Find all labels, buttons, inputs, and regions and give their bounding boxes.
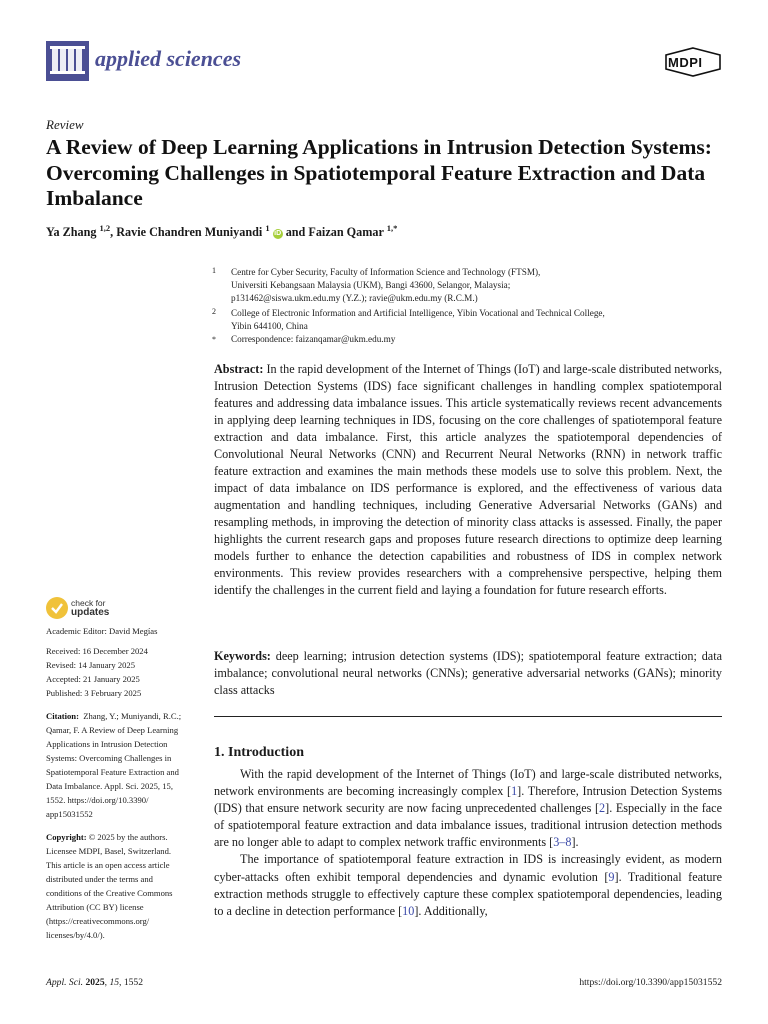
citation-ref-link[interactable]: 2	[599, 801, 606, 816]
paragraph-text: ]. Especially in the face of spatiotemporal feature extraction and data imbalance issues, traditional intrusion detection methods are no longer able to adapt to complex network traffic environments [	[214, 801, 722, 850]
author-name[interactable]: Ya Zhang	[46, 225, 97, 240]
academic-editor: Academic Editor: David Megías	[46, 626, 158, 636]
date-published: Published: 3 February 2025	[46, 688, 142, 698]
keywords-label: Keywords:	[214, 649, 271, 663]
copyright-line: © 2025 by the authors.	[88, 832, 168, 842]
intro-body	[214, 766, 722, 920]
footer-doi-link[interactable]: https://doi.org/10.3390/app15031552	[579, 977, 722, 988]
affiliation-line: College of Electronic Information and Artificial Intelligence, Yibin Vocational and Technical College,	[231, 308, 605, 318]
correspondence-mark: *	[212, 335, 216, 344]
copyright-line: distributed under the terms and	[46, 874, 153, 884]
copyright-line: This article is an open access article	[46, 860, 170, 870]
copyright-label: Copyright:	[46, 832, 87, 842]
paragraph-text: ].	[571, 835, 579, 850]
journal-name: applied sciences	[95, 46, 242, 71]
paragraph-text: ]. Traditional feature extraction methods struggle to effectively capture these complex spatiotemporal dependencies, leading to a decline in detection performance [	[214, 869, 722, 918]
license-link[interactable]: (https://creativecommons.org/	[46, 916, 150, 926]
paragraph-text: ]. Additionally,	[414, 903, 488, 918]
citation-doi-link[interactable]: 1552. https://doi.org/10.3390/	[46, 795, 149, 805]
date-accepted: Accepted: 21 January 2025	[46, 674, 140, 684]
journal-logo-icon	[46, 41, 89, 81]
affiliation-line: Centre for Cyber Security, Faculty of Information Science and Technology (FTSM),	[231, 267, 541, 277]
footer-article-no: 1552	[123, 977, 144, 988]
license-link[interactable]: licenses/by/4.0/).	[46, 930, 105, 940]
date-received: Received: 16 December 2024	[46, 646, 148, 656]
footer-journal: Appl. Sci.	[46, 977, 84, 988]
citation-ref-link[interactable]: 9	[608, 869, 615, 884]
paragraph-text: With the rapid development of the Internet of Things (IoT) and large-scale distributed networks, network environments are becoming increasingly complex [	[214, 767, 722, 799]
article-type: Review	[46, 117, 84, 132]
check-for-updates-button[interactable]	[71, 599, 109, 617]
publication-dates	[46, 644, 204, 700]
section-heading: 1. Introduction	[214, 745, 304, 760]
abstract-text: In the rapid development of the Internet of Things (IoT) and large-scale distributed networks, Intrusion Detection Systems (IDS) face significant challenges in handling complex spatiotemporal features and addressing data imbalance issues. This article systematically reviews recent advancements in applying deep learning techniques in IDS, focusing on the core challenges of spatiotemporal feature extraction and data imbalance. First, this article analyzes the spatiotemporal dependencies of Convolutional Neural Networks (CNN) and Recurrent Neural Networks (RNN) in network traffic feature extraction and examines the main methods these models use to solve this problem. Next, the impact of data imbalance on IDS performance is explored, and the effectiveness of various data augmentation and handling techniques, including Generative Adversarial Networks (GANs) and resampling methods, in improving the detection of minority class attacks is assessed. Finally, the paper highlights the current research gaps and proposes future research directions to optimize deep learning models further to enhance the detection capabilities and robustness of IDS in complex network environments. This review provides researchers with a comprehensive perspective, helping them identify the challenges in the current field and laying a foundation for future research efforts.	[214, 362, 722, 597]
citation-line: Zhang, Y.; Muniyandi, R.C.;	[83, 711, 182, 721]
citation-label: Citation:	[46, 711, 79, 721]
author-affil-mark: 1,*	[386, 223, 398, 233]
orcid-icon[interactable]: iD	[274, 230, 282, 238]
keywords-text: deep learning; intrusion detection systems (IDS); spatiotemporal feature extraction; data imbalance; convolutional neural networks (CNNs); generative adversarial networks (GANs); minority class attacks	[214, 649, 722, 697]
citation-line: Qamar, F. A Review of Deep Learning	[46, 725, 179, 735]
copyright-line: Attribution (CC BY) license	[46, 902, 144, 912]
affiliation-line: Yibin 644100, China	[231, 321, 308, 331]
citation-ref-link[interactable]: 10	[402, 903, 415, 918]
citation-ref-link[interactable]: 1	[511, 784, 518, 799]
copyright-line: conditions of the Creative Commons	[46, 888, 173, 898]
copyright	[46, 830, 204, 942]
check-for-updates-icon[interactable]	[46, 597, 68, 619]
author-affil-mark: 1,2	[99, 223, 111, 233]
intro-paragraph-2	[214, 851, 722, 919]
article-title: A Review of Deep Learning Applications in Intrusion Detection Systems: Overcoming Challenges in Spatiotemporal Feature Extraction and Data Imbalance	[46, 135, 712, 210]
affiliation-line: Universiti Kebangsaan Malaysia (UKM), Bangi 43600, Selangor, Malaysia;	[231, 280, 511, 290]
author-name[interactable]: Ravie Chandren Muniyandi	[116, 225, 263, 240]
affiliation-email-line[interactable]: p131462@siswa.ukm.edu.my (Y.Z.); ravie@ukm.edu.my (R.C.M.)	[231, 293, 478, 303]
journal-logo	[46, 41, 89, 81]
citation-line: Spatiotemporal Feature Extraction and	[46, 767, 179, 777]
check-updates-line: check for	[71, 598, 106, 608]
correspondence-email[interactable]: Correspondence: faizanqamar@ukm.edu.my	[231, 334, 396, 344]
citation-line: Applications in Intrusion Detection	[46, 739, 168, 749]
citation	[46, 709, 204, 821]
author-separator: and	[282, 225, 309, 240]
abstract	[214, 361, 722, 599]
check-updates-line: updates	[71, 607, 110, 618]
paragraph-text: The importance of spatiotemporal feature extraction in IDS is increasingly evident, as modern cyber-attacks often exhibit temporal dependencies and dynamic evolution [	[214, 852, 722, 884]
footer-year: 2025	[85, 977, 105, 988]
section-divider	[214, 716, 722, 717]
date-revised: Revised: 14 January 2025	[46, 660, 136, 670]
abstract-label: Abstract:	[214, 362, 264, 376]
author-list	[46, 223, 397, 240]
author-name[interactable]: Faizan Qamar	[308, 225, 384, 240]
affiliation-mark: 2	[212, 307, 216, 316]
citation-line: Systems: Overcoming Challenges in	[46, 753, 172, 763]
copyright-line: Licensee MDPI, Basel, Switzerland.	[46, 846, 172, 856]
affiliation-mark: 1	[212, 266, 216, 275]
keywords	[214, 648, 722, 699]
footer-volume: 15	[109, 977, 120, 988]
publisher-name: MDPI	[668, 55, 703, 70]
intro-paragraph-1	[214, 766, 722, 851]
citation-ref-link[interactable]: 3–8	[553, 835, 572, 850]
footer-citation: Appl. Sci. 2025, 15, 1552	[46, 977, 144, 988]
paragraph-text: ]. Therefore, Intrusion Detection Systems (IDS) that ensure network security are now facing unprecedented challenges [	[214, 784, 722, 816]
author-separator: ,	[110, 225, 117, 240]
citation-line: Data Imbalance. Appl. Sci. 2025, 15,	[46, 781, 173, 791]
citation-doi-link[interactable]: app15031552	[46, 809, 93, 819]
author-affil-mark: 1	[265, 223, 270, 233]
